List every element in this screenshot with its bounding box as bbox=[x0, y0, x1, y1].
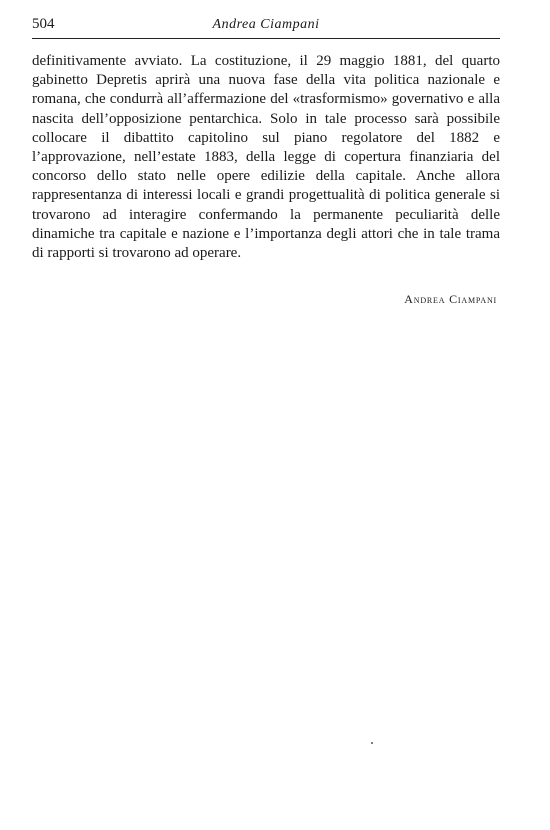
page-header bbox=[32, 14, 500, 39]
page-number: 504 bbox=[32, 16, 55, 32]
body-paragraph: definitivamente avviato. La costituzione, il 29 maggio 1881, del quarto gabinetto Depretis aprirà una nuova fase della vita politica nazionale e romana, che condurrà all’affermazione del «trasformismo» governativo e alla nascita dell’opposizione pentarchica. Solo in tale processo sarà possibile collocare il dibattito capitolino sul piano regolatore del 1882 e l’approvazione, nell’estate 1883, della legge di copertura finanziaria del concorso dello stato nelle opere edilizie della capitale. Anche allora rappresentanza di interessi locali e grandi progettualità di politica generale si trovarono ad interagire confermando la permanente peculiarità delle dinamiche tra capitale e nazione e l’importanza degli attori che in tale trama di rapporti si trovarono ad operare. bbox=[32, 53, 500, 262]
running-head: Andrea Ciampani bbox=[212, 17, 320, 32]
author-signature: Andrea Ciampani bbox=[404, 292, 497, 306]
page-speck bbox=[371, 742, 373, 744]
